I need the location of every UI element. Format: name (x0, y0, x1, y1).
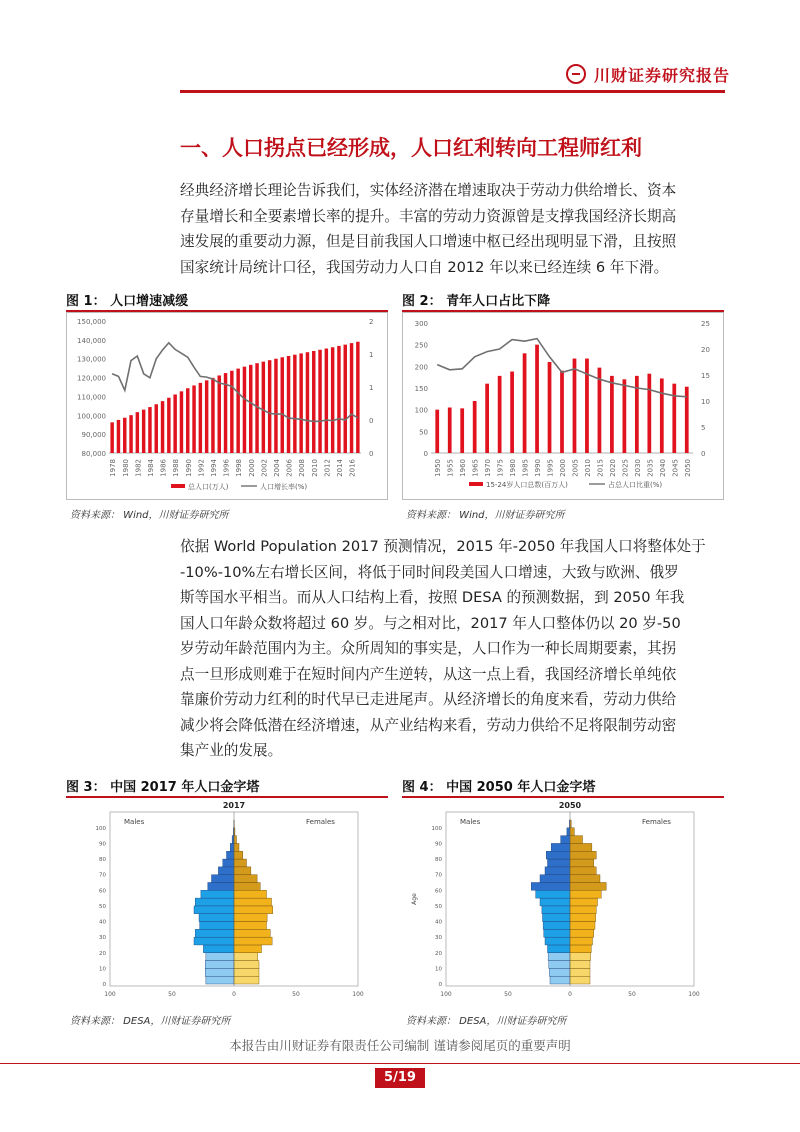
bar (460, 408, 464, 453)
x-tick-label: 1994 (209, 459, 218, 477)
males-label: Males (460, 818, 481, 826)
male-bar (218, 867, 234, 875)
bar (236, 369, 239, 453)
female-bar (234, 882, 260, 890)
x-tick-label: 2005 (571, 459, 580, 477)
x-tick-label: 1995 (546, 459, 555, 477)
age-tick-label: 20 (99, 950, 106, 957)
y-right-tick-label: 1 (369, 384, 374, 392)
y-right-tick-label: 5 (701, 424, 706, 432)
age-tick-label: 40 (435, 919, 442, 926)
female-bar (234, 843, 239, 851)
bar (117, 420, 120, 453)
male-bar (545, 937, 570, 945)
figure-3-frame (66, 798, 388, 1003)
x-tick-label: 2020 (608, 459, 617, 477)
age-tick-label: 30 (99, 935, 106, 942)
x-tick-label: 2045 (671, 459, 680, 477)
age-axis-label: Age (411, 893, 418, 905)
bar (262, 362, 265, 453)
y-right-tick-label: 0 (369, 450, 374, 458)
female-bar (570, 882, 606, 890)
x-tick-label: 2002 (260, 459, 269, 477)
y-left-tick-label: 110,000 (77, 393, 106, 402)
male-bar (551, 843, 570, 851)
x-tick-label: 1980 (509, 459, 518, 477)
female-bar (570, 867, 596, 875)
age-tick-label: 50 (99, 903, 106, 910)
y-left-tick-label: 130,000 (77, 355, 106, 364)
x-tick-label: 2025 (621, 459, 630, 477)
x-tick-label: 2004 (272, 459, 281, 477)
pyramid-title: 2050 (558, 801, 582, 810)
bar (249, 365, 252, 453)
footer-rule (0, 1063, 800, 1064)
female-bar (570, 828, 574, 836)
x-tick-label: 1970 (484, 459, 493, 477)
female-bar (234, 890, 267, 898)
age-tick-label: 70 (99, 872, 106, 879)
x-tick-label: 2000 (247, 459, 256, 477)
bar (523, 353, 527, 453)
youth-population-chart (403, 313, 723, 499)
female-bar (570, 859, 594, 867)
bar (110, 422, 113, 453)
bar (448, 408, 452, 454)
figure-1-frame (66, 312, 388, 500)
x-tick-label: 1982 (134, 459, 143, 477)
x-tick-label: 2015 (596, 459, 605, 477)
female-bar (234, 976, 259, 984)
bar (560, 371, 564, 453)
y-left-tick-label: 100 (414, 406, 428, 415)
male-bar (546, 851, 570, 859)
y-left-tick-label: 90,000 (81, 431, 106, 440)
bar (287, 356, 290, 453)
bar (312, 351, 315, 453)
male-bar (194, 937, 234, 945)
bar (435, 410, 439, 453)
male-bar (542, 906, 570, 914)
x-tick-label: 2010 (310, 459, 319, 477)
bar (136, 412, 139, 453)
female-bar (570, 836, 583, 844)
bar (350, 343, 353, 453)
age-tick-label: 40 (99, 919, 106, 926)
figure-3-source: 资料来源： DESA，川财证券研究所 (70, 1016, 231, 1027)
female-bar (570, 898, 598, 906)
x-tick-label: 2006 (285, 459, 294, 477)
age-tick-label: 50 (435, 903, 442, 910)
x-tick-label: 1998 (235, 459, 244, 477)
x-tick-label: 2010 (583, 459, 592, 477)
age-tick-label: 80 (435, 857, 442, 864)
female-bar (570, 976, 590, 984)
female-bar (570, 906, 596, 914)
male-bar (206, 953, 234, 961)
age-tick-label: 100 (431, 825, 442, 832)
x-tick-label: 1978 (109, 459, 118, 477)
male-bar (561, 836, 570, 844)
age-tick-label: 20 (435, 950, 442, 957)
bar (161, 401, 164, 453)
legend-line-label: 人口增长率(%) (260, 483, 308, 491)
female-bar (234, 914, 267, 922)
x-tick-label: 2030 (633, 459, 642, 477)
female-bar (234, 945, 262, 953)
female-bar (570, 937, 593, 945)
bar (293, 355, 296, 453)
female-bar (234, 898, 272, 906)
male-bar (203, 945, 234, 953)
bar (306, 352, 309, 453)
bar (142, 410, 145, 453)
male-bar (543, 922, 570, 930)
bar (268, 360, 271, 453)
bar (230, 371, 233, 453)
bar (573, 359, 577, 453)
x-tick-label: 1960 (459, 459, 468, 477)
male-bar (544, 929, 570, 937)
male-bar (536, 890, 570, 898)
y-right-tick-label: 1 (369, 351, 374, 359)
age-tick-label: 100 (95, 825, 106, 832)
bar (123, 418, 126, 453)
bar (218, 375, 221, 453)
bar (211, 378, 214, 453)
x-tick-label: 100 (104, 991, 116, 998)
x-tick-label: 1984 (146, 459, 155, 477)
legend-bar-swatch (171, 484, 185, 488)
female-bar (570, 953, 591, 961)
paragraph-line: 集产业的发展。 (180, 742, 283, 759)
male-bar (548, 953, 570, 961)
pyramid-2050-chart (402, 798, 724, 1003)
female-bar (234, 867, 251, 875)
paragraph-line: -10%-10%左右增长区间，将低于同时间段美国人口增速，大致与欧洲、俄罗 (180, 563, 679, 581)
bar (623, 379, 627, 453)
female-bar (234, 953, 258, 961)
male-bar (205, 961, 234, 969)
bar (173, 394, 176, 453)
legend-bar-label: 15-24岁人口总数(百万人) (486, 481, 568, 489)
male-bar (543, 914, 571, 922)
female-bar (570, 922, 595, 930)
y-left-tick-label: 150,000 (77, 318, 106, 326)
figure-4-frame (402, 798, 724, 1003)
y-right-tick-label: 15 (701, 372, 710, 380)
y-left-tick-label: 0 (423, 450, 428, 458)
x-tick-label: 1986 (159, 459, 168, 477)
paragraph-line: 点一旦形成则难于在短时间内产生逆转，从这一点上看，我国经济增长单纯依 (180, 665, 677, 683)
bar (167, 398, 170, 453)
male-bar (200, 922, 234, 930)
male-bar (208, 882, 234, 890)
male-bar (549, 961, 570, 969)
page-number: 5/19 (375, 1068, 425, 1088)
x-tick-label: 2016 (348, 459, 357, 477)
females-label: Females (306, 818, 335, 826)
age-tick-label: 0 (102, 982, 106, 988)
y-right-tick-label: 0 (701, 450, 706, 458)
male-bar (540, 875, 570, 883)
male-bar (195, 898, 234, 906)
y-right-tick-label: 0 (369, 417, 374, 425)
female-bar (234, 906, 273, 914)
x-tick-label: 1988 (172, 459, 181, 477)
female-bar (234, 922, 267, 930)
female-bar (234, 836, 237, 844)
figure-2-frame (402, 312, 724, 500)
male-bar (531, 882, 570, 890)
x-tick-label: 1955 (446, 459, 455, 477)
x-tick-label: 2012 (323, 459, 332, 477)
females-label: Females (642, 818, 671, 826)
female-bar (570, 851, 596, 859)
female-bar (234, 929, 270, 937)
bar (473, 401, 477, 453)
x-tick-label: 1965 (471, 459, 480, 477)
x-tick-label: 1990 (184, 459, 193, 477)
male-bar (212, 875, 235, 883)
x-tick-label: 2014 (335, 459, 344, 477)
male-bar (232, 836, 234, 844)
bar (186, 388, 189, 453)
y-right-tick-label: 2 (369, 318, 374, 326)
age-tick-label: 30 (435, 935, 442, 942)
male-bar (227, 851, 235, 859)
bar (672, 384, 676, 453)
age-tick-label: 10 (99, 966, 106, 973)
x-tick-label: 1992 (197, 459, 206, 477)
x-tick-label: 100 (440, 991, 452, 998)
bar (548, 362, 552, 453)
y-left-tick-label: 50 (419, 428, 428, 437)
figure-2-source: 资料来源： Wind，川财证券研究所 (406, 510, 565, 521)
paragraph-line: 靠廉价劳动力红利的时代早已走进尾声。从经济增长的角度来看，劳动力供给 (180, 691, 677, 708)
male-bar (550, 976, 570, 984)
x-tick-label: 100 (352, 991, 364, 998)
male-bar (230, 843, 234, 851)
female-bar (570, 968, 590, 976)
figure-1-source: 资料来源： Wind，川财证券研究所 (70, 510, 229, 521)
male-bar (548, 945, 571, 953)
x-tick-label: 1985 (521, 459, 530, 477)
age-tick-label: 10 (435, 966, 442, 973)
paragraph-line: 国人口年龄众数将超过 60 岁。与之相对比，2017 年人口整体仍以 20 岁-50 (180, 614, 681, 632)
bar (610, 376, 614, 453)
bar (647, 374, 651, 453)
bar (510, 372, 514, 453)
x-tick-label: 1980 (121, 459, 130, 477)
legend-bar-swatch (469, 482, 483, 486)
bar (281, 357, 284, 453)
x-tick-label: 2035 (646, 459, 655, 477)
female-bar (234, 961, 259, 969)
y-left-tick-label: 150 (414, 385, 428, 393)
bar (318, 350, 321, 453)
bar (498, 376, 502, 453)
male-bar (195, 929, 234, 937)
y-right-tick-label: 20 (701, 346, 710, 354)
figure-2-title: 图 2： 青年人口占比下降 (402, 294, 551, 309)
bar (535, 345, 539, 453)
figure-4-title: 图 4： 中国 2050 年人口金字塔 (402, 780, 596, 795)
report-brand: 川财证券研究报告 (594, 66, 731, 85)
paragraph-line: 减少将会降低潜在经济增速，从产业结构来看，劳动力供给不足将限制劳动密 (180, 716, 677, 734)
male-bar (201, 890, 234, 898)
age-tick-label: 60 (99, 888, 106, 895)
x-tick-label: 0 (232, 991, 236, 998)
x-tick-label: 50 (504, 991, 512, 998)
x-tick-label: 2040 (658, 459, 667, 477)
male-bar (223, 859, 234, 867)
bar (274, 359, 277, 453)
x-tick-label: 1950 (434, 459, 443, 477)
male-bar (199, 914, 234, 922)
x-tick-label: 1996 (222, 459, 231, 477)
x-tick-label: 0 (568, 991, 572, 998)
figure-1-title: 图 1： 人口增速减缓 (66, 294, 189, 309)
x-tick-label: 1975 (496, 459, 505, 477)
bar (192, 385, 195, 453)
figure-4-source: 资料来源： DESA，川财证券研究所 (406, 1016, 567, 1027)
x-tick-label: 2008 (298, 459, 307, 477)
bar (485, 384, 489, 453)
female-bar (570, 914, 596, 922)
age-tick-label: 80 (99, 857, 106, 864)
male-bar (205, 968, 234, 976)
bar (199, 383, 202, 453)
female-bar (570, 929, 594, 937)
bar (598, 368, 602, 453)
population-growth-chart (67, 313, 387, 499)
y-left-tick-label: 140,000 (77, 336, 106, 345)
male-bar (194, 906, 234, 914)
bar (356, 342, 359, 453)
paragraph-2 (180, 534, 725, 764)
age-tick-label: 90 (99, 841, 106, 848)
female-bar (570, 890, 601, 898)
bar (337, 346, 340, 453)
males-label: Males (124, 818, 145, 826)
brand-logo-icon (566, 64, 586, 84)
female-bar (570, 945, 591, 953)
x-tick-label: 50 (168, 991, 176, 998)
y-left-tick-label: 250 (414, 341, 428, 350)
bar (660, 378, 664, 453)
bar (325, 349, 328, 453)
bar (129, 415, 132, 453)
female-bar (570, 875, 600, 883)
female-bar (234, 851, 243, 859)
footer-disclaimer: 本报告由川财证券有限责任公司编制 谨请参阅尾页的重要声明 (229, 1038, 571, 1053)
paragraph-line: 国家统计局统计口径，我国劳动力人口自 2012 年以来已经连续 6 年下滑。 (180, 258, 669, 276)
female-bar (234, 937, 272, 945)
bar (155, 404, 158, 453)
y-left-tick-label: 200 (414, 363, 428, 372)
y-right-tick-label: 25 (701, 320, 710, 328)
bar (299, 353, 302, 453)
male-bar (567, 828, 570, 836)
female-bar (570, 843, 592, 851)
age-tick-label: 70 (435, 872, 442, 879)
pyramid-2017-chart (66, 798, 388, 1003)
x-tick-label: 2000 (559, 459, 567, 477)
paragraph-line: 斯等国水平相当。而从人口结构上看，按照 DESA 的预测数据，到 2050 年我 (180, 589, 685, 606)
paragraph-1 (180, 178, 725, 280)
bar (205, 380, 208, 453)
male-bar (549, 968, 570, 976)
male-bar (548, 859, 571, 867)
x-tick-label: 50 (292, 991, 300, 998)
pyramid-title: 2017 (222, 801, 246, 810)
x-tick-label: 50 (628, 991, 636, 998)
legend-line-label: 占总人口比重(%) (608, 481, 663, 489)
figure-3-title: 图 3： 中国 2017 年人口金字塔 (66, 780, 260, 795)
x-tick-label: 100 (688, 991, 700, 998)
legend-bar-label: 总人口(万人) (188, 483, 229, 491)
section-title: 一、人口拐点已经形成，人口红利转向工程师红利 (180, 136, 642, 160)
male-bar (540, 898, 570, 906)
paragraph-line: 经典经济增长理论告诉我们，实体经济潜在增速取决于劳动力供给增长、资本 (180, 182, 677, 199)
y-left-tick-label: 80,000 (81, 450, 106, 458)
female-bar (570, 961, 590, 969)
y-left-tick-label: 120,000 (77, 374, 106, 383)
y-left-tick-label: 100,000 (77, 412, 106, 421)
x-tick-label: 1990 (534, 459, 543, 477)
age-tick-label: 60 (435, 888, 442, 895)
age-tick-label: 90 (435, 841, 442, 848)
paragraph-line: 存量增长和全要素增长率的提升。丰富的劳动力资源曾是支撑我国经济长期高 (180, 207, 677, 225)
x-tick-label: 2050 (683, 459, 692, 477)
bar (243, 367, 246, 453)
paragraph-line: 速发展的重要动力源，但是目前我国人口增速中枢已经出现明显下滑，且按照 (180, 233, 677, 250)
female-bar (234, 968, 259, 976)
male-bar (545, 867, 570, 875)
paragraph-line: 依据 World Population 2017 预测情况，2015 年-2050 年我国人口将整体处于 (180, 538, 706, 555)
paragraph-line: 岁劳动年龄范围内为主。众所周知的事实是，人口作为一种长周期要素，其拐 (180, 640, 677, 657)
bar (331, 347, 334, 453)
female-bar (234, 875, 257, 883)
y-right-tick-label: 10 (701, 398, 710, 406)
bar (180, 391, 183, 453)
bar (344, 345, 347, 453)
header-rule (180, 90, 725, 93)
male-bar (206, 976, 234, 984)
age-tick-label: 0 (438, 982, 442, 988)
y-left-tick-label: 300 (414, 320, 428, 328)
female-bar (234, 859, 247, 867)
bar (148, 407, 151, 453)
